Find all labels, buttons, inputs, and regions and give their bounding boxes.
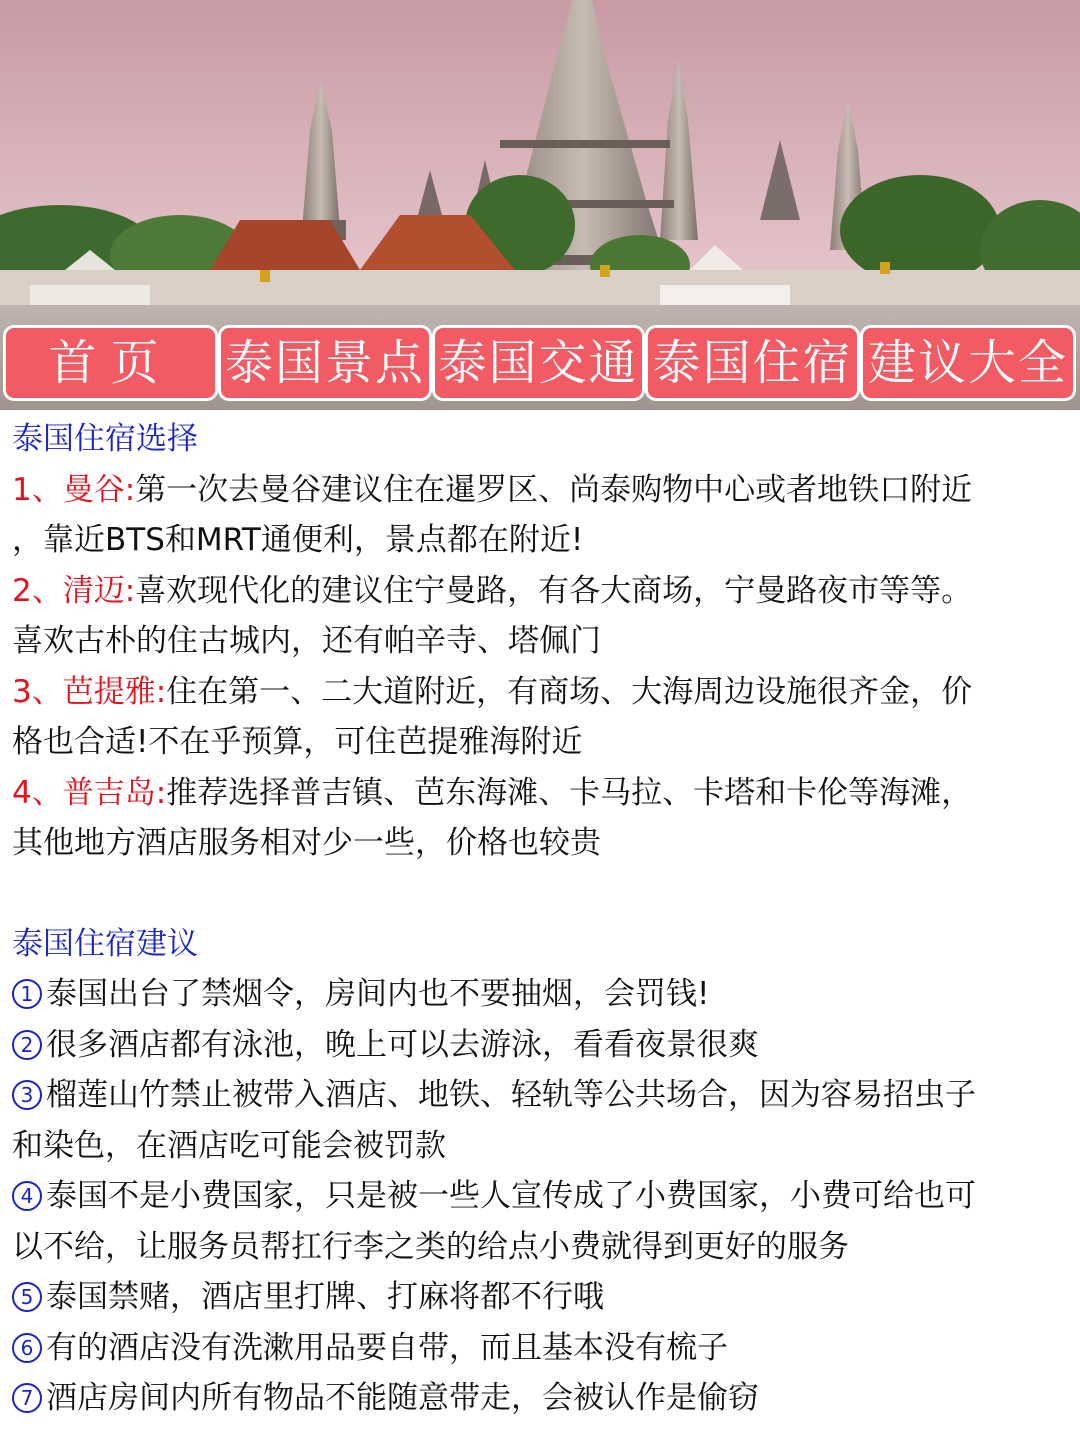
tab-tips[interactable]: 建议大全 (863, 328, 1073, 398)
tip-text: 泰国出台了禁烟令，房间内也不要抽烟，会罚钱! (46, 976, 710, 1012)
tip-text: 很多酒店都有泳池，晚上可以去游泳，看看夜景很爽 (46, 1026, 759, 1063)
tab-attractions[interactable]: 泰国景点 (221, 328, 429, 398)
item-text: ，靠近BTS和MRT通便利，景点都在附近! (12, 522, 584, 558)
circled-number-icon: 4 (12, 1181, 42, 1211)
item-text: 格也合适!不在乎预算，可住芭提雅海附近 (12, 724, 583, 760)
item-text: 住在第一、二大道附近，有商场、大海周边设施很齐金，价 (166, 673, 973, 710)
city-label: 普吉岛: (62, 774, 167, 811)
tab-home[interactable]: 首页 (6, 328, 215, 398)
list-item-bangkok (12, 465, 1072, 566)
tip-item (12, 1272, 1072, 1323)
tip-text: 酒店房间内所有物品不能随意带走，会被认作是偷窃 (46, 1380, 759, 1416)
tab-accommodation[interactable]: 泰国住宿 (648, 328, 857, 398)
section-title-tips: 泰国住宿建议 (12, 925, 198, 962)
tip-text: 榴莲山竹禁止被带入酒店、地铁、轻轨等公共场合，因为容易招虫子 (46, 1077, 976, 1113)
city-label: 曼谷: (62, 471, 136, 508)
item-number: 4、 (12, 774, 63, 811)
tip-text: 泰国禁赌，酒店里打牌、打麻将都不行哦 (46, 1279, 604, 1315)
tip-text: 和染色，在酒店吃可能会被罚款 (12, 1127, 446, 1164)
item-number: 3、 (12, 673, 63, 710)
section-spacer (12, 869, 1072, 919)
circled-number-icon: 3 (12, 1080, 42, 1110)
item-text: 第一次去曼谷建议住在暹罗区、尚泰购物中心或者地铁口附近 (135, 471, 973, 508)
circled-number-icon: 5 (12, 1282, 42, 1312)
tip-text: 有的酒店没有洗漱用品要自带，而且基本没有梳子 (46, 1329, 728, 1366)
tip-item (12, 1323, 1072, 1374)
list-item-phuket (12, 768, 1072, 869)
item-number: 1、 (12, 471, 63, 508)
circled-number-icon: 6 (12, 1333, 42, 1363)
list-item-chiangmai (12, 566, 1072, 667)
tip-item (12, 1171, 1072, 1272)
section-title-choice: 泰国住宿选择 (12, 421, 198, 457)
item-text: 其他地方酒店服务相对少一些，价格也较贵 (12, 825, 601, 861)
item-number: 2、 (12, 572, 63, 609)
nav-tabs (0, 326, 1080, 400)
circled-number-icon: 1 (12, 979, 42, 1009)
city-label: 清迈: (62, 572, 136, 609)
tip-text: 泰国不是小费国家，只是被一些人宣传成了小费国家，小费可给也可 (46, 1178, 976, 1214)
city-label: 芭提雅: (62, 673, 167, 710)
circled-number-icon: 7 (12, 1383, 42, 1413)
item-text: 喜欢古朴的住古城内，还有帕辛寺、塔佩门 (12, 623, 601, 659)
item-text: 喜欢现代化的建议住宁曼路，有各大商场，宁曼路夜市等等。 (135, 572, 973, 609)
article-content (12, 414, 1072, 1424)
tip-item (12, 1070, 1072, 1171)
tip-item (12, 1373, 1072, 1424)
tip-item (12, 1020, 1072, 1071)
circled-number-icon: 2 (12, 1030, 42, 1060)
tip-item (12, 969, 1072, 1020)
tab-transport[interactable]: 泰国交通 (435, 328, 642, 398)
item-text: 推荐选择普吉镇、芭东海滩、卡马拉、卡塔和卡伦等海滩， (166, 774, 973, 811)
tip-text: 以不给，让服务员帮扛行李之类的给点小费就得到更好的服务 (12, 1228, 849, 1265)
list-item-pattaya (12, 667, 1072, 768)
